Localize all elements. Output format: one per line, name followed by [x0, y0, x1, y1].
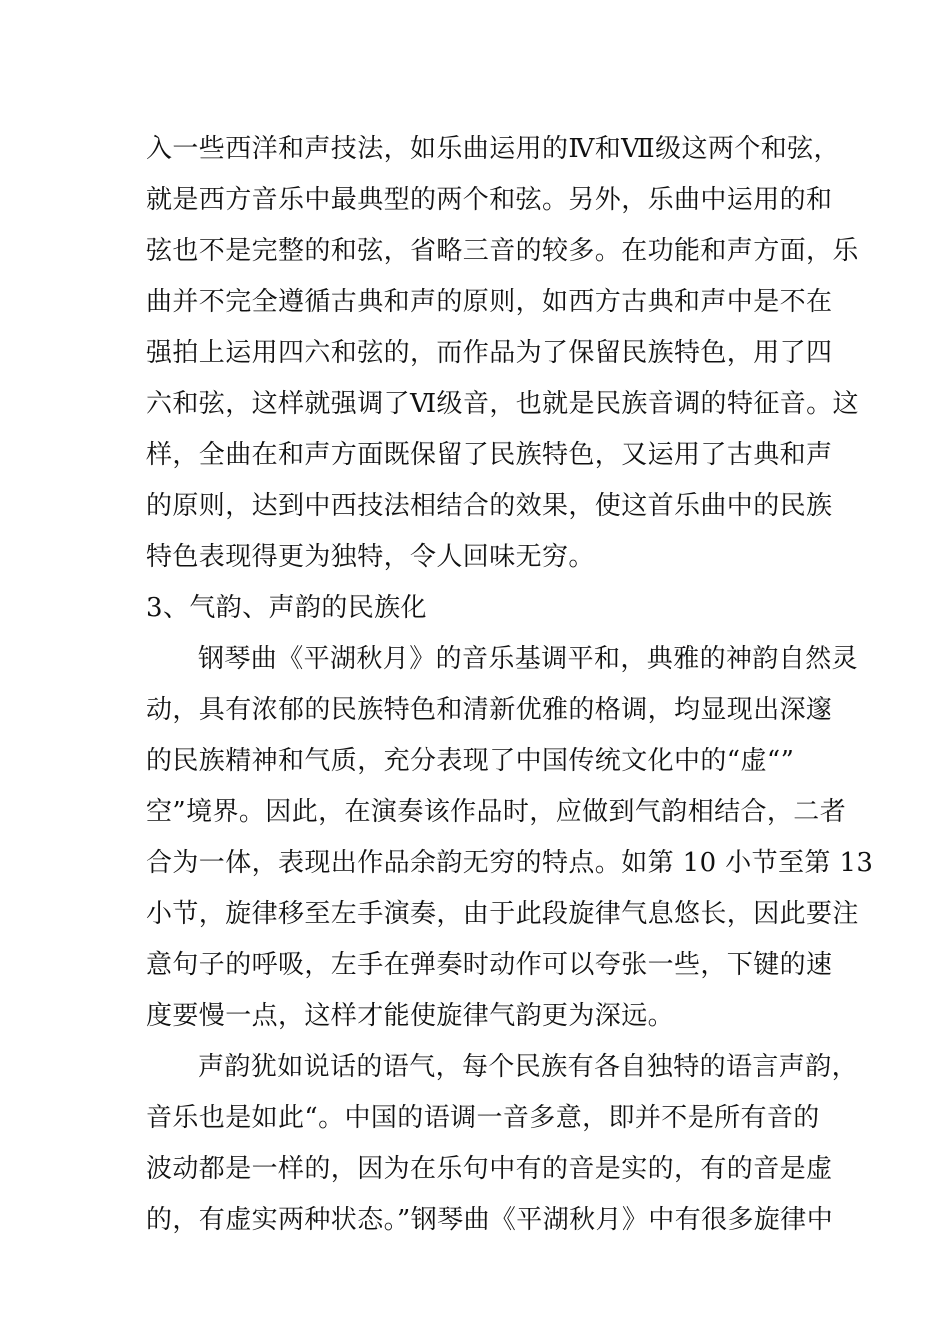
text-line: 钢琴曲《平湖秋月》的音乐基调平和，典雅的神韵自然灵	[198, 644, 859, 674]
text-line: 曲并不完全遵循古典和声的原则，如西方古典和声中是不在	[146, 287, 833, 317]
text-line: 度要慢一点，这样才能使旋律气韵更为深远。	[146, 1001, 675, 1031]
text-line: 意句子的呼吸，左手在弹奏时动作可以夸张一些，下键的速	[146, 950, 833, 980]
text-line: 波动都是一样的，因为在乐句中有的音是实的，有的音是虚	[146, 1154, 833, 1184]
text-line: 空”境界。因此，在演奏该作品时，应做到气韵相结合，二者	[146, 797, 847, 827]
text-line: 的，有虚实两种状态。”钢琴曲《平湖秋月》中有很多旋律中	[146, 1205, 834, 1235]
text-line: 的原则，达到中西技法相结合的效果，使这首乐曲中的民族	[146, 491, 833, 521]
text-line: 声韵犹如说话的语气，每个民族有各自独特的语言声韵，	[198, 1052, 859, 1082]
text-line: 强拍上运用四六和弦的，而作品为了保留民族特色，用了四	[146, 338, 833, 368]
text-line: 动，具有浓郁的民族特色和清新优雅的格调，均显现出深邃	[146, 695, 833, 725]
text-line: 弦也不是完整的和弦，省略三音的较多。在功能和声方面，乐	[146, 236, 859, 266]
text-line: 特色表现得更为独特，令人回味无穷。	[146, 542, 595, 572]
text-line: 样，全曲在和声方面既保留了民族特色，又运用了古典和声	[146, 440, 833, 470]
text-line: 就是西方音乐中最典型的两个和弦。另外，乐曲中运用的和	[146, 185, 833, 215]
text-line: 合为一体，表现出作品余韵无穷的特点。如第 10 小节至第 13	[146, 848, 874, 878]
text-line: 六和弦，这样就强调了Ⅵ级音，也就是民族音调的特征音。这	[146, 389, 859, 419]
text-line: 入一些西洋和声技法，如乐曲运用的Ⅳ和Ⅶ级这两个和弦，	[146, 134, 840, 164]
section-heading: 3、气韵、声韵的民族化	[146, 593, 427, 623]
text-line: 的民族精神和气质，充分表现了中国传统文化中的“虚“”	[146, 746, 795, 776]
text-line: 音乐也是如此“。中国的语调一音多意，即并不是所有音的	[146, 1103, 820, 1133]
text-line: 小节，旋律移至左手演奏，由于此段旋律气息悠长，因此要注	[146, 899, 859, 929]
